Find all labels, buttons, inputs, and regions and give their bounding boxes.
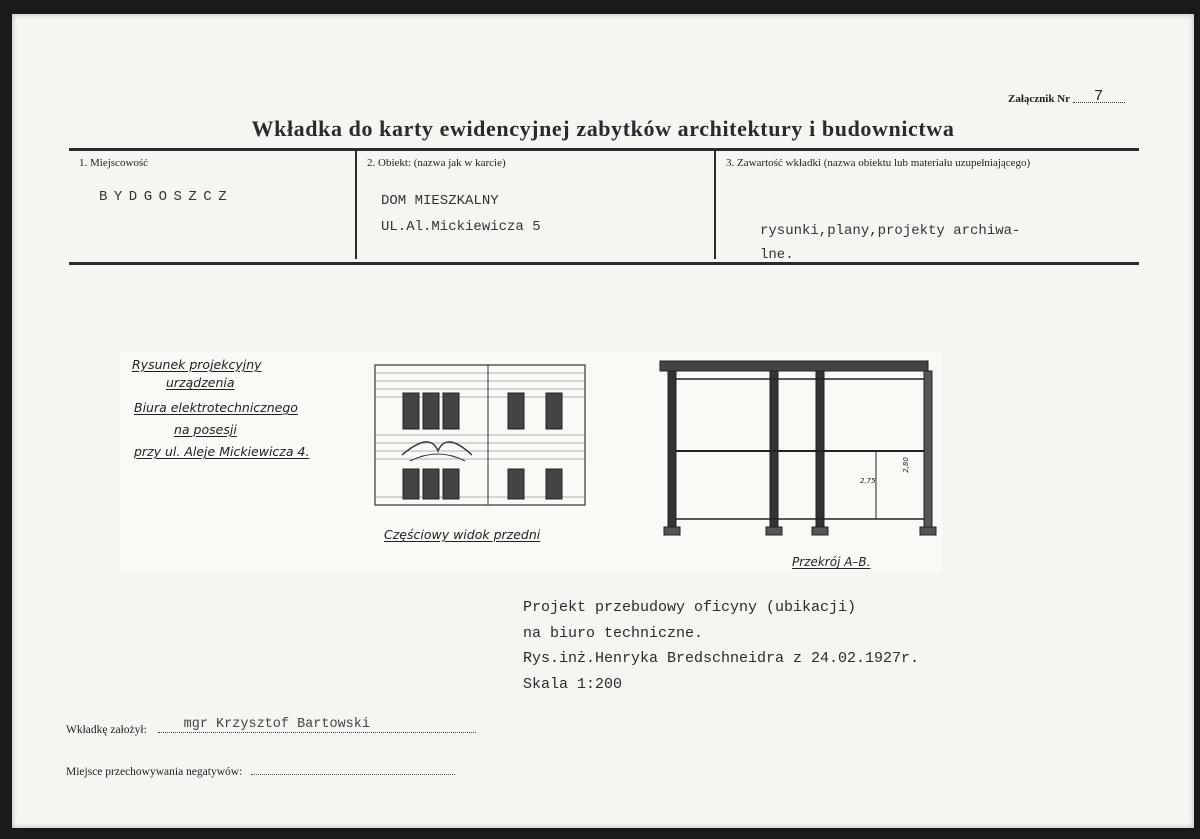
page-title: Wkładka do karty ewidencyjnej zabytków architektury i budownictwa	[251, 116, 955, 141]
object-label: 2. Obiekt: (nazwa jak w karcie)	[367, 157, 506, 169]
author-row	[66, 718, 476, 736]
caption-line-5: przy ul. Aleje Mickiewicza 4.	[134, 444, 310, 459]
section-ab	[660, 361, 936, 535]
contents-value-line2: lne.	[760, 247, 794, 263]
author-field	[158, 718, 476, 733]
description-line-4: Skala 1:200	[523, 675, 623, 693]
object-cell	[355, 151, 716, 259]
caption-line-4: na posesji	[174, 422, 237, 437]
section-label: Przekrój A–B.	[792, 555, 871, 569]
place-value: BYDGOSZCZ	[99, 189, 234, 205]
front-view-label: Częściowy widok przedni	[384, 527, 541, 542]
dimension-label-1: 2,75	[860, 477, 876, 485]
caption-line-3: Biura elektrotechnicznego	[134, 400, 298, 415]
negatives-field	[251, 760, 455, 775]
annex-number	[1008, 87, 1125, 105]
object-value-line1: DOM MIESZKALNY	[381, 193, 499, 209]
object-value-line2: UL.Al.Mickiewicza 5	[381, 219, 541, 235]
caption-line-1: Rysunek projekcyjny	[132, 357, 262, 372]
inventory-card	[12, 14, 1194, 828]
architectural-drawing	[120, 351, 942, 571]
annex-label: Załącznik Nr	[1008, 93, 1070, 105]
contents-label: 3. Zawartość wkładki (nazwa obiektu lub materiału uzupełniającego)	[726, 157, 1031, 169]
contents-value-line1: rysunki,plany,projekty archiwa-	[760, 223, 1021, 239]
place-label: 1. Miejscowość	[79, 157, 149, 169]
drawing-caption	[120, 351, 340, 571]
place-cell	[69, 151, 355, 259]
negatives-label: Miejsce przechowywania negatywów:	[66, 766, 243, 778]
description-line-3: Rys.inż.Henryka Bredschneidra z 24.02.1927r.	[523, 650, 920, 667]
annex-number-value: 7	[1073, 90, 1125, 103]
negatives-row	[66, 760, 455, 778]
caption-line-2: urządzenia	[166, 375, 235, 390]
front-facade	[375, 365, 585, 505]
dimension-label-2: 2,80	[901, 457, 910, 473]
description-line-2: na biuro techniczne.	[523, 624, 704, 642]
author-value: mgr Krzysztof Bartowski	[183, 717, 370, 732]
description-line-1: Projekt przebudowy oficyny (ubikacji)	[523, 599, 857, 616]
header-table	[69, 148, 1139, 265]
drawing-description	[523, 595, 919, 697]
author-label: Wkładkę założył:	[66, 724, 147, 736]
contents-cell	[714, 151, 1141, 263]
